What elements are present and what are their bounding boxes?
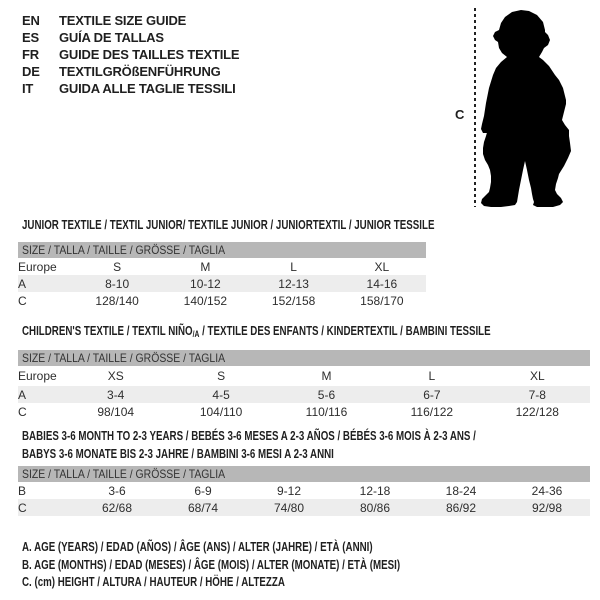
table-row-height xyxy=(18,292,426,309)
size-cell: 140/152 xyxy=(183,293,228,308)
table-header-bar xyxy=(18,350,590,366)
size-cell: 6-9 xyxy=(194,483,212,498)
size-cell: 12-18 xyxy=(359,483,391,498)
height-dashed-line xyxy=(474,8,476,207)
size-cell: 86/92 xyxy=(418,499,504,516)
childrens-size-table xyxy=(18,350,590,420)
childrens-section-title xyxy=(22,322,491,343)
size-cell: 5-6 xyxy=(274,386,379,403)
babies-title-line1: BABIES 3-6 MONTH TO 2-3 YEARS / BEBÉS 3-6 MESES A 2-3 AÑOS / BÉBÉS 3-6 MOIS À 2-3 ANS / xyxy=(22,428,476,443)
row-label: C xyxy=(18,293,27,308)
lang-row-es xyxy=(22,29,239,46)
babies-title-line2: BABYS 3-6 MONATE BIS 2-3 JAHRE / BAMBINI 3-6 MESI A 2-3 ANNI xyxy=(22,446,334,461)
size-cell: XL xyxy=(529,369,545,383)
size-cell: 80/86 xyxy=(332,499,418,516)
size-cell: 116/122 xyxy=(410,404,454,419)
table-row-height xyxy=(18,403,590,420)
lang-title: GUÍA DE TALLAS xyxy=(59,30,164,45)
language-list xyxy=(22,12,239,97)
size-cell: 3-4 xyxy=(63,386,168,403)
size-cell: 158/170 xyxy=(360,293,404,308)
size-cell: 74/80 xyxy=(246,499,332,516)
size-cell: 3-6 xyxy=(108,483,126,498)
size-cell: S xyxy=(113,259,122,274)
lang-title: TEXTILGRÖßENFÜHRUNG xyxy=(59,64,221,79)
size-cell: 4-5 xyxy=(168,386,273,403)
table-row-age-months xyxy=(18,482,590,499)
babies-size-table xyxy=(18,466,590,516)
babies-section-title xyxy=(22,427,476,463)
size-cell: 128/140 xyxy=(95,293,139,308)
size-cell: 152/158 xyxy=(271,293,316,308)
baby-silhouette-icon xyxy=(479,8,574,208)
lang-code: IT xyxy=(22,81,34,96)
lang-code: EN xyxy=(22,13,40,28)
junior-size-table xyxy=(18,242,426,309)
size-cell: 18-24 xyxy=(445,483,477,498)
footnote-b: B. AGE (MONTHS) / EDAD (MESES) / ÂGE (MOIS) / ALTER (MONATE) / ETÀ (MESI) xyxy=(22,557,401,572)
size-cell: XL xyxy=(374,259,390,274)
size-cell: 68/74 xyxy=(160,499,246,516)
size-cell: M xyxy=(200,259,211,274)
lang-code: ES xyxy=(22,30,39,45)
size-cell: M xyxy=(321,369,332,383)
row-label: A xyxy=(18,386,63,403)
junior-section-title: JUNIOR TEXTILE / TEXTIL JUNIOR/ TEXTILE JUNIOR / JUNIORTEXTIL / JUNIOR TESSILE xyxy=(22,217,435,232)
row-label: C xyxy=(18,499,74,516)
size-cell: L xyxy=(290,259,297,274)
size-cell: XS xyxy=(107,369,124,383)
lang-title: TEXTILE SIZE GUIDE xyxy=(59,13,187,28)
size-cell: 110/116 xyxy=(305,404,348,419)
table-row-age xyxy=(18,275,426,292)
lang-code: DE xyxy=(22,64,40,79)
lang-title: GUIDA ALLE TAGLIE TESSILI xyxy=(59,81,236,96)
table-row-europe xyxy=(18,366,590,386)
row-label: Europe xyxy=(18,259,57,274)
size-cell: 98/104 xyxy=(97,404,135,419)
size-cell: S xyxy=(217,369,226,383)
size-cell: 6-7 xyxy=(379,386,484,403)
size-header-label: SIZE / TALLA / TAILLE / GRÖSSE / TAGLIA xyxy=(22,351,226,365)
footnotes xyxy=(22,539,507,592)
childrens-title-post: / TEXTILE DES ENFANTS / KINDERTEXTIL / BAMBINI TESSILE xyxy=(199,323,491,338)
footnote-c: C. (cm) HEIGHT / ALTURA / HAUTEUR / HÖHE / ALTEZZA xyxy=(22,575,285,589)
childrens-title-pre: CHILDREN'S TEXTILE / TEXTIL NIÑO xyxy=(22,323,193,338)
size-cell: L xyxy=(428,369,436,383)
size-cell: 10-12 xyxy=(161,275,249,292)
lang-row-de xyxy=(22,63,239,80)
height-label-c: C xyxy=(455,107,465,122)
size-cell: 9-12 xyxy=(276,483,302,498)
lang-code: FR xyxy=(22,47,39,62)
footnote-a: A. AGE (YEARS) / EDAD (AÑOS) / ÂGE (ANS) / ALTER (JAHRE) / ETÀ (ANNI) xyxy=(22,540,373,554)
lang-title: GUIDE DES TAILLES TEXTILE xyxy=(59,47,240,62)
row-label: B xyxy=(18,483,27,498)
size-cell: 8-10 xyxy=(73,275,161,292)
size-cell: 122/128 xyxy=(515,404,559,419)
size-cell: 7-8 xyxy=(485,386,590,403)
lang-row-it xyxy=(22,80,239,97)
lang-row-en xyxy=(22,12,239,29)
table-row-age xyxy=(18,386,590,403)
lang-row-fr xyxy=(22,46,239,63)
size-cell: 92/98 xyxy=(504,499,590,516)
size-cell: 14-16 xyxy=(338,275,426,292)
table-header-bar xyxy=(18,466,590,482)
table-row-europe xyxy=(18,258,426,275)
size-header-label: SIZE / TALLA / TAILLE / GRÖSSE / TAGLIA xyxy=(22,243,226,257)
childrens-title-sub: /A xyxy=(192,329,200,339)
size-cell: 104/110 xyxy=(199,404,243,419)
size-cell: 12-13 xyxy=(250,275,338,292)
table-header-bar xyxy=(18,242,426,258)
size-header-label: SIZE / TALLA / TAILLE / GRÖSSE / TAGLIA xyxy=(22,467,226,481)
row-label: Europe xyxy=(18,369,57,383)
row-label: A xyxy=(18,275,73,292)
size-cell: 24-36 xyxy=(531,483,563,498)
table-row-height xyxy=(18,499,590,516)
size-cell: 62/68 xyxy=(74,499,160,516)
row-label: C xyxy=(18,404,27,419)
